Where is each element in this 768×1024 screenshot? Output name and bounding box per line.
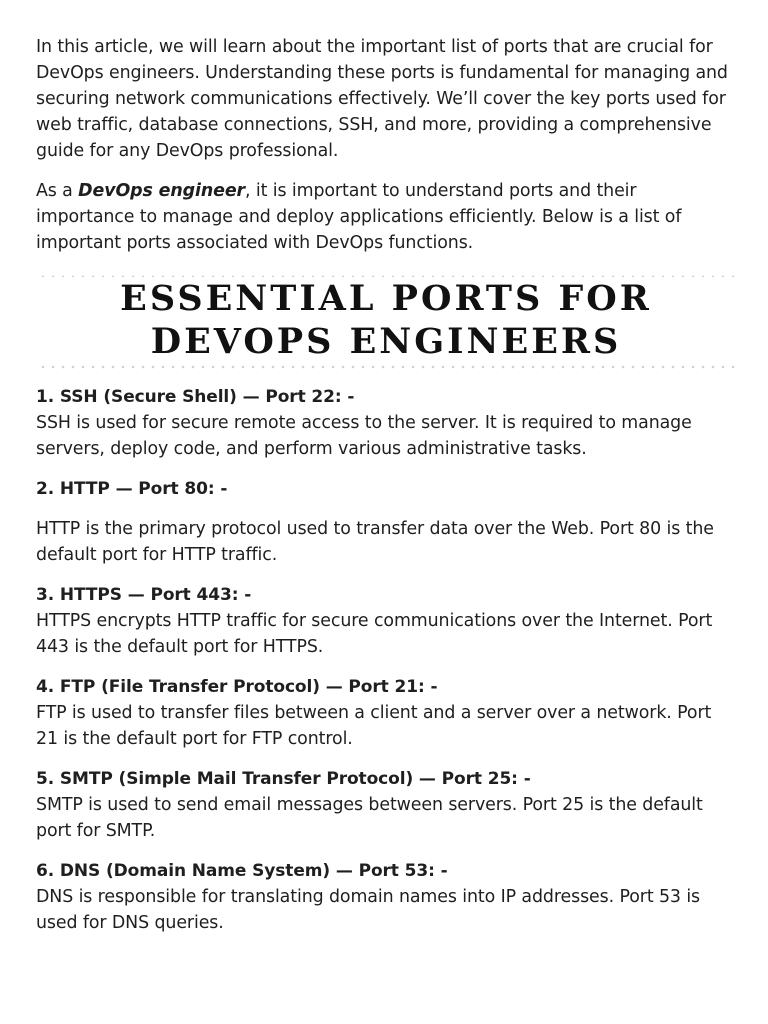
port-heading: 4. FTP (File Transfer Protocol) — Port 21: - bbox=[36, 677, 438, 697]
port-heading: 6. DNS (Domain Name System) — Port 53: - bbox=[36, 861, 448, 881]
port-heading: 3. HTTPS — Port 443: - bbox=[36, 585, 252, 605]
port-description: DNS is responsible for translating domain names into IP addresses. Port 53 is used for DNS queries. bbox=[36, 887, 701, 933]
devops-paragraph bbox=[36, 178, 736, 256]
article bbox=[36, 34, 736, 950]
port-heading: 1. SSH (Secure Shell) — Port 22: - bbox=[36, 387, 355, 407]
banner-title: ESSENTIAL PORTS FOR DEVOPS ENGINEERS bbox=[36, 277, 736, 363]
port-item-ftp bbox=[36, 674, 736, 752]
devops-paragraph-suffix: , it is important to understand ports and their importance to manage and deploy applications efficiently. Below is a list of important ports associated with DevOps functions. bbox=[36, 181, 682, 253]
port-item-http bbox=[36, 476, 736, 568]
port-item-https bbox=[36, 582, 736, 660]
devops-engineer-emphasis: DevOps engineer bbox=[78, 181, 246, 201]
intro-paragraph: In this article, we will learn about the important list of ports that are crucial for DevOps engineers. Understanding these ports is fundamental for managing and securing network communications effectively. We’ll cover the key ports used for web traffic, database connections, SSH, and more, providing a comprehensive guide for any DevOps professional. bbox=[36, 37, 728, 161]
port-description: FTP is used to transfer files between a client and a server over a network. Port 21 is the default port for FTP control. bbox=[36, 703, 712, 749]
port-item-smtp bbox=[36, 766, 736, 844]
port-heading: 5. SMTP (Simple Mail Transfer Protocol) — Port 25: - bbox=[36, 769, 531, 789]
port-item-ssh bbox=[36, 384, 736, 462]
port-description: HTTPS encrypts HTTP traffic for secure communications over the Internet. Port 443 is the default port for HTTPS. bbox=[36, 611, 713, 657]
port-description: SMTP is used to send email messages between servers. Port 25 is the default port for SMTP. bbox=[36, 795, 703, 841]
port-description: HTTP is the primary protocol used to transfer data over the Web. Port 80 is the default port for HTTP traffic. bbox=[36, 519, 714, 565]
port-item-dns bbox=[36, 858, 736, 936]
devops-paragraph-prefix: As a bbox=[36, 181, 79, 201]
title-banner bbox=[36, 270, 736, 370]
port-heading: 2. HTTP — Port 80: - bbox=[36, 479, 228, 499]
port-description: SSH is used for secure remote access to the server. It is required to manage servers, deploy code, and perform various administrative tasks. bbox=[36, 413, 692, 459]
